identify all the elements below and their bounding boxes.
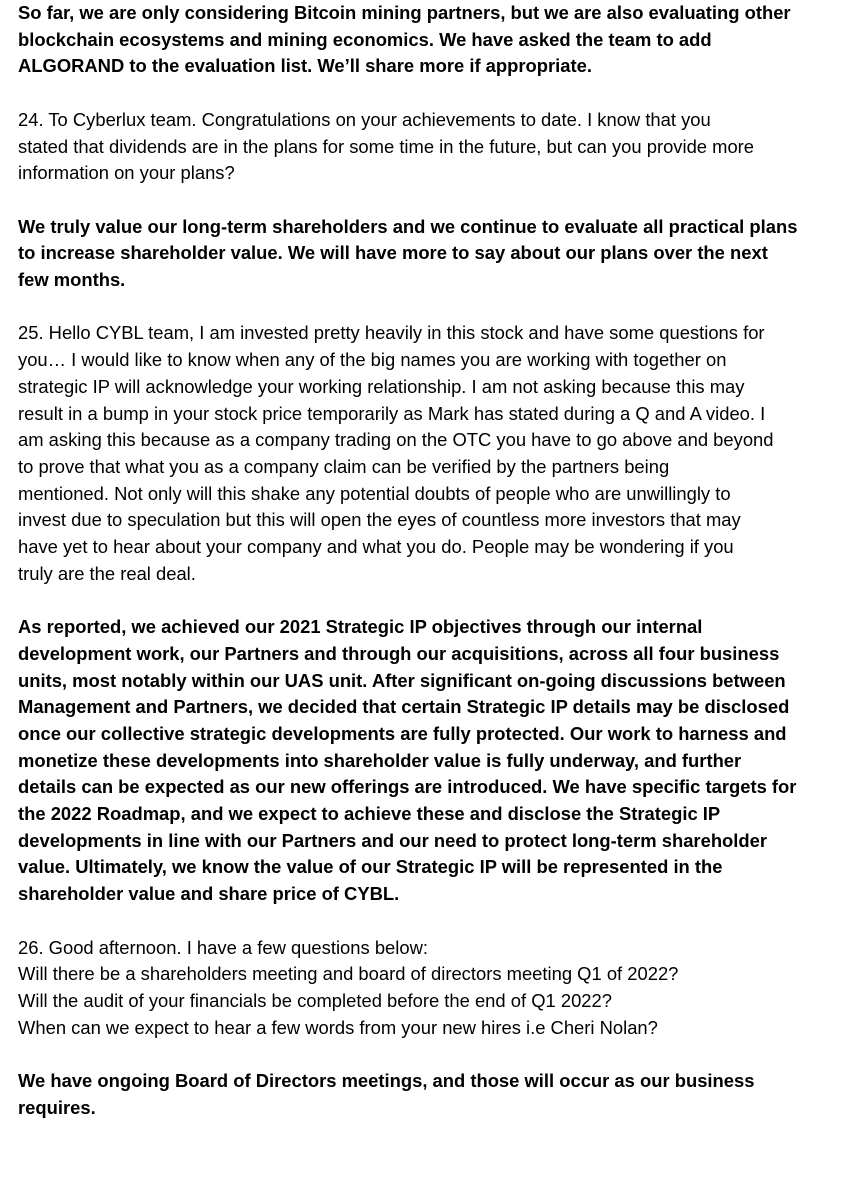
answer-24-paragraph bbox=[18, 214, 848, 294]
text-line: We have ongoing Board of Directors meetings, and those will occur as our business bbox=[18, 1070, 755, 1092]
text-line: developments in line with our Partners and our need to protect long-term shareholder bbox=[18, 829, 768, 851]
question-26-paragraph bbox=[18, 935, 848, 1042]
text-line: monetize these developments into shareholder value is fully underway, and further bbox=[18, 749, 742, 771]
text-line: When can we expect to hear a few words from your new hires i.e Cheri Nolan? bbox=[18, 1016, 658, 1038]
text-line: requires. bbox=[18, 1096, 96, 1118]
text-line: details can be expected as our new offerings are introduced. We have specific targets for bbox=[18, 776, 797, 798]
text-line: truly are the real deal. bbox=[18, 562, 196, 584]
text-line: you… I would like to know when any of the big names you are working with together on bbox=[18, 349, 727, 371]
answer-26-paragraph bbox=[18, 1068, 848, 1121]
text-line: few months. bbox=[18, 269, 126, 290]
algorand-answer-paragraph bbox=[18, 0, 848, 80]
text-line: to increase shareholder value. We will have more to say about our plans over the next bbox=[18, 242, 768, 264]
text-line: invest due to speculation but this will open the eyes of countless more investors that may bbox=[18, 509, 741, 531]
question-24-paragraph bbox=[18, 107, 848, 187]
document-body bbox=[18, 0, 848, 1148]
text-line: information on your plans? bbox=[18, 162, 235, 184]
text-line: once our collective strategic developments are fully protected. Our work to harness and bbox=[18, 722, 787, 744]
text-line: result in a bump in your stock price temporarily as Mark has stated during a Q and A video. I bbox=[18, 402, 766, 424]
text-line: have yet to hear about your company and what you do. People may be wondering if you bbox=[18, 536, 734, 558]
answer-25-paragraph bbox=[18, 614, 848, 908]
text-line: 24. To Cyberlux team. Congratulations on your achievements to date. I know that you bbox=[18, 108, 711, 130]
text-line: strategic IP will acknowledge your working relationship. I am not asking because this may bbox=[18, 375, 745, 397]
question-25-paragraph bbox=[18, 320, 848, 587]
text-line: development work, our Partners and through our acquisitions, across all four business bbox=[18, 642, 780, 664]
text-line: 26. Good afternoon. I have a few questions below: bbox=[18, 936, 428, 958]
text-line: blockchain ecosystems and mining economics. We have asked the team to add bbox=[18, 28, 712, 50]
text-line: mentioned. Not only will this shake any potential doubts of people who are unwillingly to bbox=[18, 482, 731, 504]
text-line: So far, we are only considering Bitcoin mining partners, but we are also evaluating other bbox=[18, 2, 791, 23]
text-line: stated that dividends are in the plans for some time in the future, but can you provide more bbox=[18, 135, 755, 157]
text-line: shareholder value and share price of CYBL. bbox=[18, 883, 400, 905]
text-line: 25. Hello CYBL team, I am invested pretty heavily in this stock and have some questions for bbox=[18, 322, 765, 344]
text-line: We truly value our long-term shareholders and we continue to evaluate all practical plans bbox=[18, 215, 798, 237]
text-line: As reported, we achieved our 2021 Strategic IP objectives through our internal bbox=[18, 616, 703, 638]
text-line: ALGORAND to the evaluation list. We’ll share more if appropriate. bbox=[18, 55, 592, 77]
text-line: am asking this because as a company trading on the OTC you have to go above and beyond bbox=[18, 429, 774, 451]
text-line: Will the audit of your financials be completed before the end of Q1 2022? bbox=[18, 989, 612, 1011]
text-line: the 2022 Roadmap, and we expect to achieve these and disclose the Strategic IP bbox=[18, 803, 721, 825]
text-line: Will there be a shareholders meeting and board of directors meeting Q1 of 2022? bbox=[18, 963, 679, 985]
text-line: units, most notably within our UAS unit. After significant on-going discussions between bbox=[18, 669, 786, 691]
text-line: to prove that what you as a company claim can be verified by the partners being bbox=[18, 455, 670, 477]
text-line: value. Ultimately, we know the value of our Strategic IP will be represented in the bbox=[18, 856, 723, 878]
text-line: Management and Partners, we decided that certain Strategic IP details may be disclosed bbox=[18, 696, 790, 718]
